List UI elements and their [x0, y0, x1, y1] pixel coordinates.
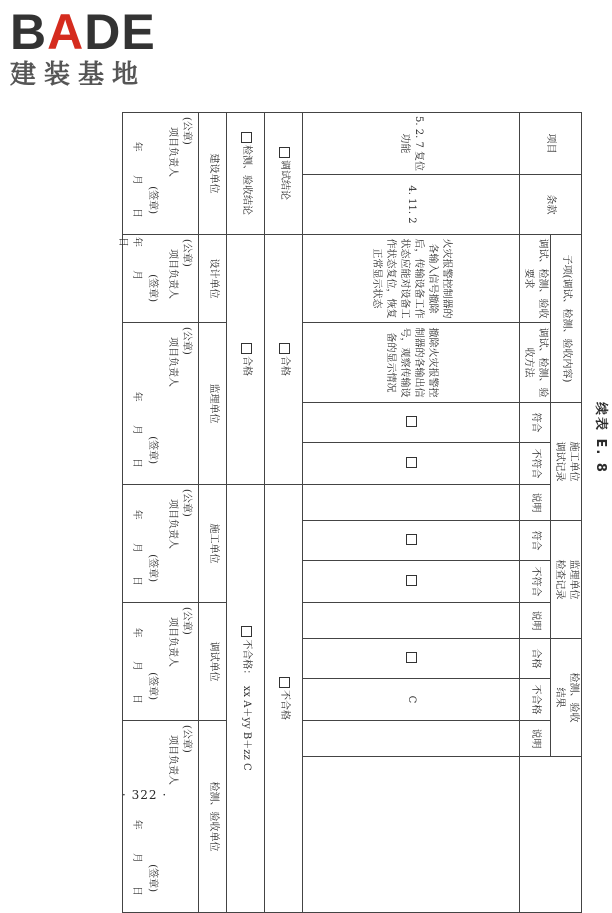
page-number: · 322 ·: [122, 788, 168, 802]
row-empty: [303, 757, 519, 913]
unit-supervision: 监理单位: [199, 323, 227, 485]
sign-block-construction: [123, 485, 199, 603]
pm-label: 项目负责人: [167, 127, 179, 177]
debug-unqualified: [265, 485, 303, 913]
checkbox-icon: [406, 416, 417, 427]
inspection-qualified: 合格: [519, 639, 550, 679]
construction-pass-checkbox[interactable]: [303, 403, 519, 443]
inspection-result-note: C: [303, 679, 519, 721]
supervision-fail-checkbox[interactable]: [303, 561, 519, 603]
checkbox-icon: [406, 457, 417, 468]
pm-label: 项目负责人: [167, 617, 179, 667]
header-supervision: [550, 521, 581, 639]
pm-label: 项目负责人: [167, 735, 179, 785]
debug-qualified-label: 合格: [278, 356, 290, 376]
row-clause: 4. 11. 2: [303, 175, 519, 235]
debug-conclusion: [265, 113, 303, 235]
header-empty: [519, 757, 581, 913]
accept-unqualified: [227, 485, 265, 913]
construction-pass: 符合: [519, 403, 550, 443]
logo-subtitle: 建装基地: [10, 60, 147, 90]
construction-unit-label: 施工单位: [567, 441, 579, 482]
accept-qualified: [227, 235, 265, 485]
row-item: 5. 2. 7 复位功能: [303, 113, 519, 175]
sig-label: (签章): [147, 274, 159, 302]
construction-note: 说明: [519, 485, 550, 521]
seal-label: (公章): [181, 239, 193, 267]
logo-wordmark: [10, 4, 156, 60]
logo-letters-1: B: [10, 4, 48, 60]
supervision-pass-checkbox[interactable]: [303, 521, 519, 561]
seal-label: (公章): [181, 117, 193, 145]
checkbox-icon: [406, 575, 417, 586]
sign-block-inspection: [123, 721, 199, 913]
supervision-record-label: 检查记录: [553, 559, 565, 600]
sign-block-debug: [123, 603, 199, 721]
checkbox-icon: [406, 534, 417, 545]
construction-record-label: 调试记录: [553, 441, 565, 482]
date-label: 年 月 日: [117, 237, 143, 291]
date-label: 年 月 日: [131, 391, 143, 478]
sig-label: (签章): [147, 672, 159, 700]
header-inspection: [550, 639, 581, 757]
seal-label: (公章): [181, 489, 193, 517]
date-label: 年 月 日: [131, 627, 143, 714]
inspection-note: 说明: [519, 721, 550, 757]
construction-note-cell: [303, 485, 519, 521]
checkbox-icon[interactable]: [241, 626, 252, 637]
accept-unqualified-label: 不合格：: [240, 639, 252, 680]
pm-label: 项目负责人: [167, 499, 179, 549]
pm-label: 项目负责人: [167, 249, 179, 299]
logo-letters-2: DE: [84, 4, 156, 60]
accept-conclusion-label: 检测、验收结论: [240, 145, 252, 215]
pm-label: 项目负责人: [167, 337, 179, 387]
header-clause: 条款: [519, 175, 581, 235]
supervision-unit-label: 监理单位: [567, 559, 579, 600]
debug-unqualified-label: 不合格: [278, 690, 290, 720]
debug-conclusion-label: 调试结论: [278, 160, 290, 200]
seal-label: (公章): [181, 725, 193, 753]
header-method: 调试、检测、验收方法: [519, 323, 550, 403]
date-label: 年 月 日: [131, 819, 143, 907]
checkbox-icon: [406, 652, 417, 663]
header-requirement: 调试、检测、验收要求: [519, 235, 550, 323]
date-label: 年 月 日: [131, 509, 143, 596]
sig-label: (签章): [147, 436, 159, 464]
sign-block-design: [117, 235, 199, 323]
supervision-fail: 不符合: [519, 561, 550, 603]
inspection-unqualified: 不合格: [519, 679, 550, 721]
checkbox-icon[interactable]: [279, 147, 290, 158]
sig-label: (签章): [147, 864, 159, 893]
unit-debug: 调试单位: [199, 603, 227, 721]
inspection-note-cell: [303, 721, 519, 757]
date-label: 年 月 日: [131, 141, 143, 228]
sig-label: (签章): [147, 554, 159, 582]
sign-block-owner: [123, 113, 199, 235]
inspection-result-label: 结果: [553, 687, 565, 708]
row-requirement: 火灾报警控制器的各输入信号撤除后，传输设备工作状态应能对设备工作状态复位，恢复正常显示状态: [303, 235, 519, 323]
checkbox-icon[interactable]: [241, 343, 252, 354]
inspection-unit-label: 检测、验收: [567, 672, 579, 723]
sign-block-supervision: [123, 323, 199, 485]
supervision-note: 说明: [519, 603, 550, 639]
row-method: 撤除火灾报警控制器的各输出信号，观察传输设备的显示情况: [303, 323, 519, 403]
logo-letter-accent: A: [47, 4, 85, 60]
construction-fail: 不符合: [519, 443, 550, 485]
unit-inspection: 检测、验收单位: [199, 721, 227, 913]
header-item: 项目: [519, 113, 581, 175]
table-title: 续表 E. 8: [593, 402, 608, 474]
seal-label: (公章): [181, 327, 193, 355]
construction-fail-checkbox[interactable]: [303, 443, 519, 485]
header-construction: [550, 403, 581, 521]
checkbox-icon[interactable]: [279, 343, 290, 354]
checkbox-icon[interactable]: [279, 677, 290, 688]
accept-conclusion: [227, 113, 265, 235]
unit-construction: 施工单位: [199, 485, 227, 603]
rotated-table-page: [117, 112, 608, 907]
unit-design: 设计单位: [199, 235, 227, 323]
supervision-pass: 符合: [519, 521, 550, 561]
header-subitem: 子项(调试、检测、验收内容): [550, 235, 581, 403]
acceptance-table: [117, 112, 582, 913]
supervision-note-cell: [303, 603, 519, 639]
brand-logo: [6, 4, 176, 96]
seal-label: (公章): [181, 607, 193, 635]
checkbox-icon[interactable]: [241, 132, 252, 143]
sig-label: (签章): [147, 186, 159, 214]
debug-qualified: [265, 235, 303, 485]
inspection-qualified-checkbox[interactable]: [303, 639, 519, 679]
accept-qualified-label: 合格: [240, 356, 252, 376]
accept-formula: xx A＋yy B＋zz C: [240, 685, 252, 771]
unit-construction-owner: 建设单位: [199, 113, 227, 235]
